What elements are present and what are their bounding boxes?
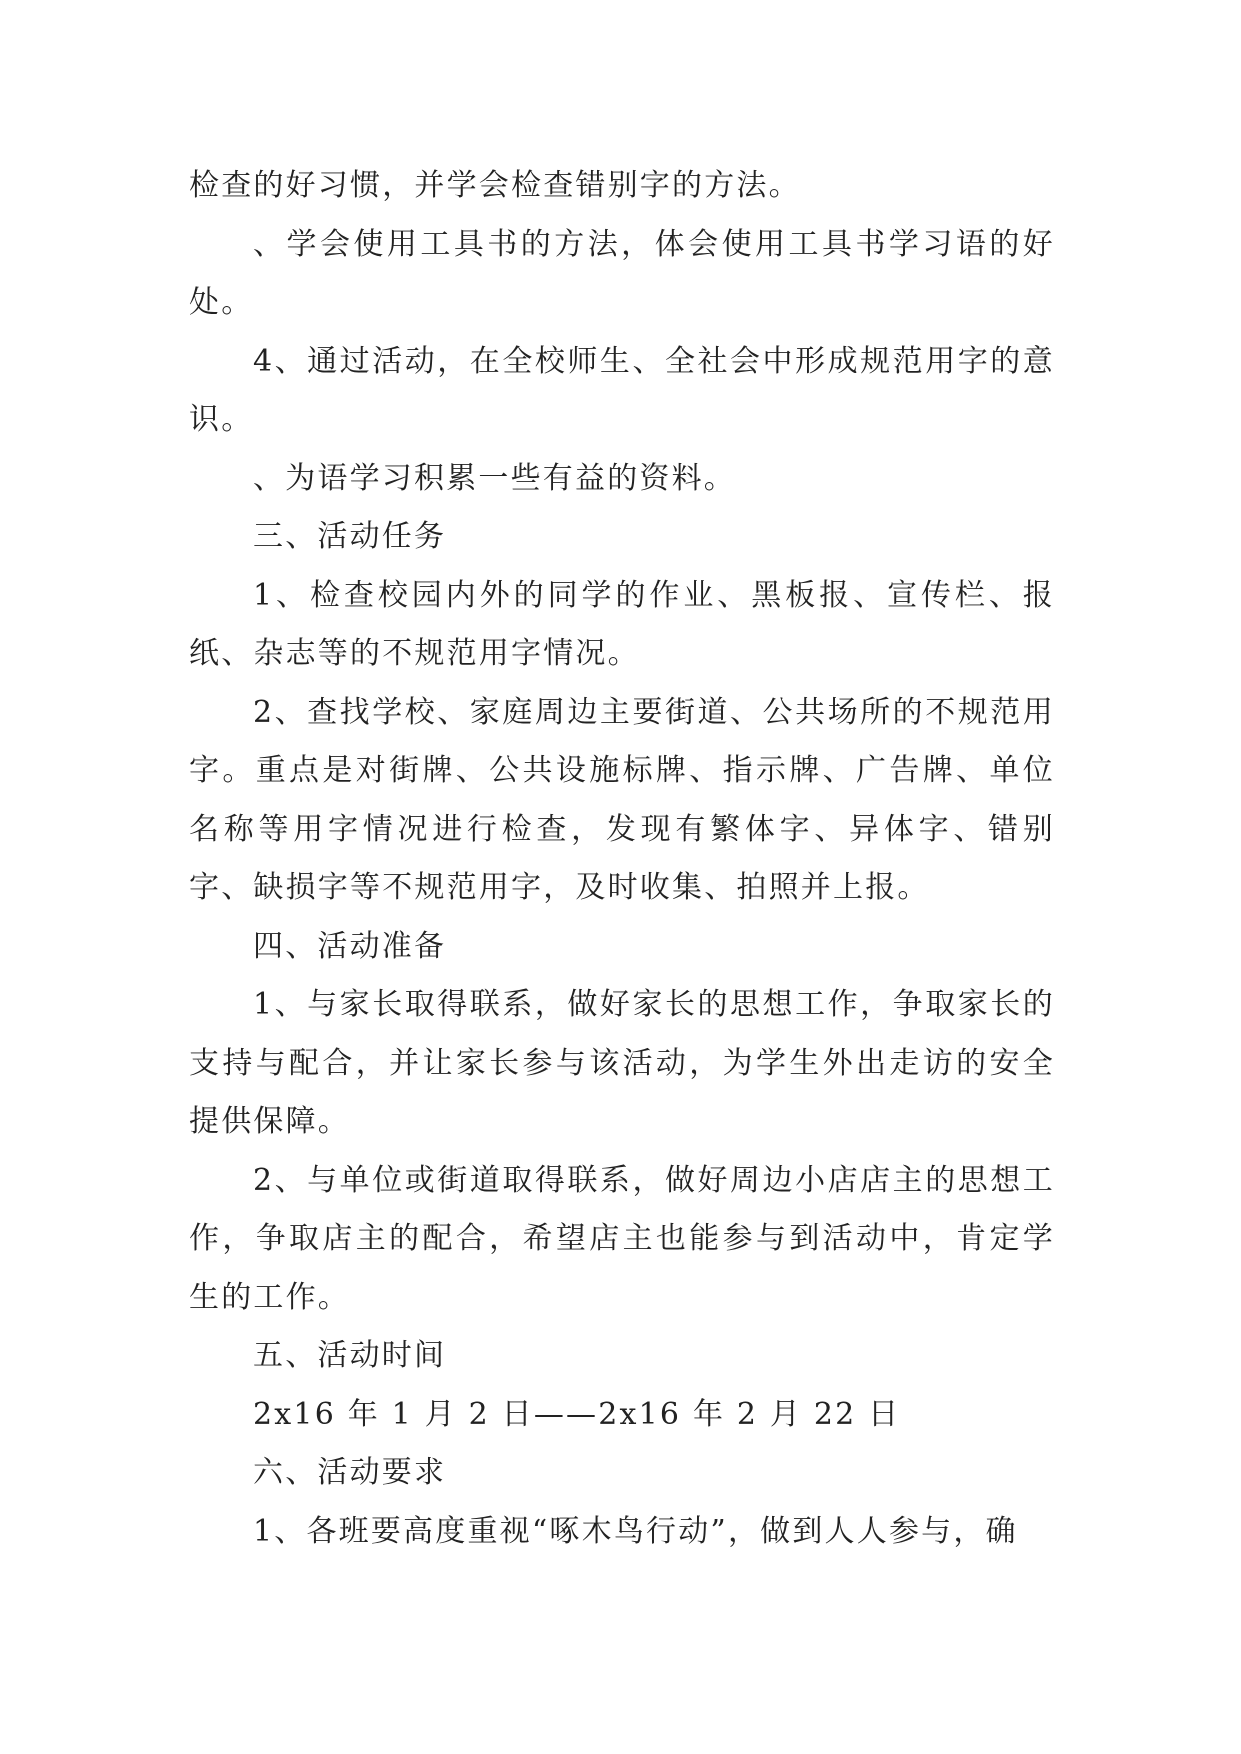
paragraph: 、学会使用工具书的方法，体会使用工具书学习语的好处。	[189, 226, 1055, 320]
paragraph: 1、各班要高度重视“啄木鸟行动”，做到人人参与，确	[253, 1513, 1018, 1549]
document-body	[189, 157, 1055, 1561]
section-heading: 五、活动时间	[253, 1338, 447, 1373]
paragraph: 检查的好习惯，并学会检查错别字的方法。	[189, 168, 801, 203]
section-heading: 六、活动要求	[253, 1455, 447, 1490]
section-heading: 三、活动任务	[253, 519, 447, 554]
paragraph: 2、查找学校、家庭周边主要街道、公共场所的不规范用字。重点是对街牌、公共设施标牌、指示牌、广告牌、单位名称等用字情况进行检查，发现有繁体字、异体字、错别字、缺损字等不规范用字，及时收集、拍照并上报。	[189, 694, 1055, 905]
paragraph: 4、通过活动，在全校师生、全社会中形成规范用字的意识。	[189, 343, 1055, 437]
paragraph: 1、检查校园内外的同学的作业、黑板报、宣传栏、报纸、杂志等的不规范用字情况。	[189, 577, 1055, 671]
date-range: 2x16 年 1 月 2 日——2x16 年 2 月 22 日	[253, 1396, 901, 1432]
section-heading: 四、活动准备	[253, 928, 447, 964]
paragraph: 2、与单位或街道取得联系，做好周边小店店主的思想工作，争取店主的配合，希望店主也能参与到活动中，肯定学生的工作。	[189, 1162, 1055, 1315]
paragraph: 、为语学习积累一些有益的资料。	[253, 460, 736, 496]
paragraph: 1、与家长取得联系，做好家长的思想工作，争取家长的支持与配合，并让家长参与该活动，为学生外出走访的安全提供保障。	[189, 987, 1055, 1139]
